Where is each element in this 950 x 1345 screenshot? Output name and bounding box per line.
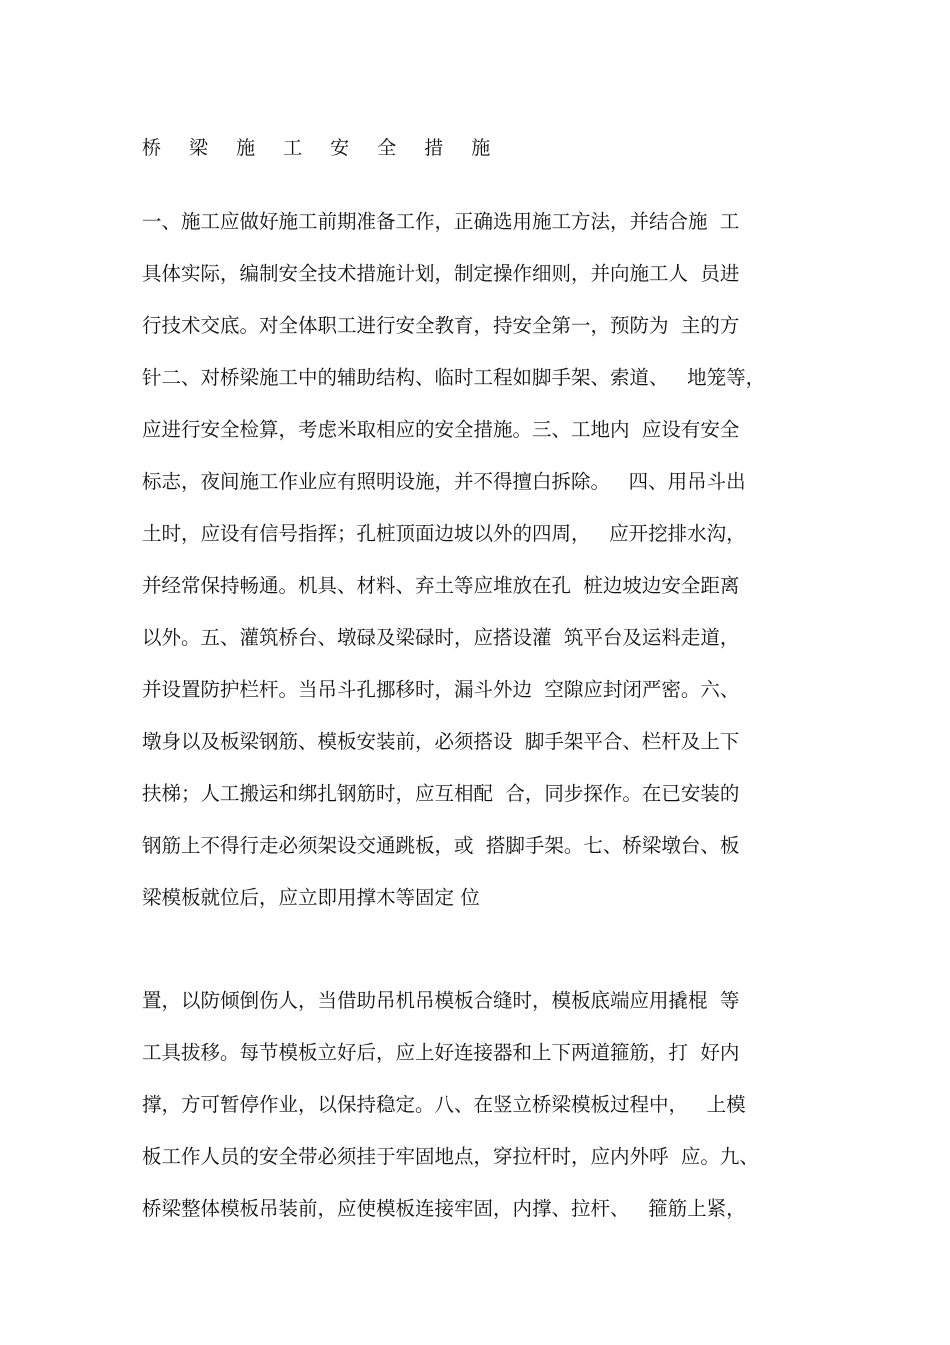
text-line: 并设置防护栏杆。当吊斗孔挪移时，漏斗外边 空隙应封闭严密。六、 — [142, 678, 740, 701]
text-line: 梁模板就位后，应立即用撑木等固定 位 — [142, 886, 480, 909]
text-line: 扶梯；人工搬运和绑扎钢筋时，应互相配 合，同步探作。在已安装的 — [142, 782, 740, 805]
text-line: 工具拔移。每节模板立好后，应上好连接器和上下两道箍筋，打 好内 — [142, 1041, 740, 1064]
text-line: 土时，应设有信号指挥；孔桩顶面边坡以外的四周， 应开挖排水沟， — [142, 522, 746, 545]
text-line: 针二、对桥梁施工中的辅助结构、临时工程如脚手架、索道、 地笼等， — [142, 366, 766, 389]
text-line: 以外。五、灌筑桥台、墩碌及梁碌时，应搭设灌 筑平台及运料走道， — [142, 626, 740, 649]
text-line: 墩身以及板梁钢筋、模板安装前，必须搭设 脚手架平合、栏杆及上下 — [142, 730, 740, 753]
text-line: 一、施工应做好施工前期准备工作，正确选用施工方法，并结合施 工 — [142, 210, 740, 233]
text-line: 置，以防倾倒伤人，当借助吊机吊模板合缝时，模板底端应用撬棍 等 — [142, 989, 740, 1012]
text-line: 应进行安全检算，考虑米取相应的安全措施。三、工地内 应设有安全 — [142, 418, 740, 441]
paragraph-block-2 — [142, 975, 802, 1235]
text-line: 具体实际，编制安全技术措施计划，制定操作细则，并向施工人 员进 — [142, 262, 740, 285]
paragraph-block-1 — [142, 196, 802, 924]
text-line: 钢筋上不得行走必须架设交通跳板，或 搭脚手架。七、桥梁墩台、板 — [142, 834, 740, 857]
text-line: 并经常保持畅通。机具、材料、弃土等应堆放在孔 桩边坡边安全距离 — [142, 574, 740, 597]
document-title: 桥 梁 施 工 安 全 措 施 — [142, 137, 502, 159]
text-line: 行技术交底。对全体职工进行安全教育，持安全第一，预防为 主的方 — [142, 314, 740, 337]
text-line: 桥梁整体模板吊装前，应使模板连接牢固，内撑、拉杆、 箍筋上紧， — [142, 1197, 746, 1220]
text-line: 板工作人员的安全带必须挂于牢固地点，穿拉杆时，应内外呼 应。九、 — [142, 1145, 759, 1168]
text-line: 撑，方可暂停作业，以保持稳定。八、在竖立桥梁模板过程中， 上模 — [142, 1093, 746, 1116]
text-line: 标志，夜间施工作业应有照明设施，并不得擅白拆除。 四、用吊斗出 — [142, 470, 746, 493]
